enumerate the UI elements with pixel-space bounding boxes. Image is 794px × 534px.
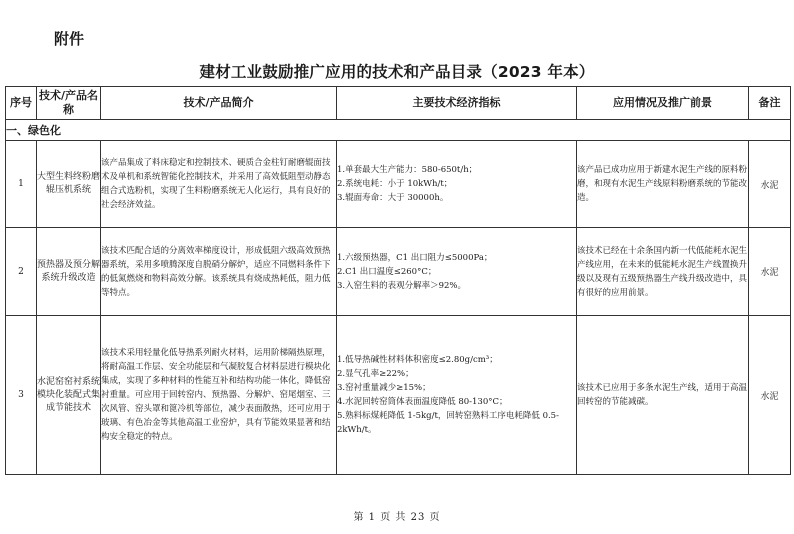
table-header-row [6, 87, 791, 120]
header-seq: 序号 [6, 87, 37, 120]
header-application: 应用情况及推广前景 [577, 87, 749, 120]
indicator-item: 4.水泥回转窑筒体表面温度降低 80-130°C； [337, 397, 508, 407]
indicator-item: 3.入窑生料的表观分解率＞92%。 [337, 280, 467, 291]
indicator-item: 1.低导热碱性材料体积密度≤2.80g/cm³； [337, 355, 498, 365]
header-name: 技术/产品名称 [37, 87, 101, 120]
table-row [6, 141, 791, 228]
row-name: 大型生料终粉磨辊压机系统 [37, 141, 101, 228]
row-indicators [337, 228, 577, 316]
header-remarks: 备注 [749, 87, 791, 120]
header-intro: 技术/产品简介 [101, 87, 337, 120]
row-indicators [337, 316, 577, 475]
indicator-item: 2.显气孔率≥22%； [337, 369, 414, 379]
row-intro: 该技术采用轻量化低导热系列耐火材料，运用阶梯隔热原理，将耐高温工作层、安全功能层和气凝胶复合材料层进行模块化集成，实现了多种材料的性能互补和结构功能一体化，降低窑衬重量。可应用于回转窑内、预热器、分解炉、窑尾烟室、三次风管、窑头罩和篦冷机等部位，减少表面散热，还可应用于玻璃、有色冶金等其他高温工业窑炉，具有节能效果显著和结构安全稳定的特点。 [101, 316, 337, 475]
indicator-item: 3.窑衬重量减少≥15%； [337, 383, 431, 393]
indicator-item: 2.系统电耗：小于 10kWh/t； [337, 179, 453, 189]
row-seq: 3 [6, 316, 37, 475]
row-intro: 该技术匹配合适的分离效率梯度设计，形成低阻六级高效预热器系统，采用多喷腾深度自脱硝分解炉，适应不同燃料条件下的低氮燃烧和物料高效分解。该系统具有烧成热耗低，阻力低等特点。 [101, 228, 337, 316]
section-row [6, 120, 791, 141]
row-name: 水泥窑窑衬系统模块化装配式集成节能技术 [37, 316, 101, 475]
row-remarks: 水泥 [749, 141, 791, 228]
row-intro: 该产品集成了料床稳定和控制技术、硬质合金柱钉耐磨辊面技术及单机和系统智能化控制技术，并采用了高效低阻型动静态组合式选粉机，实现了生料粉磨系统无人化运行，具有良好的社会经济效益。 [101, 141, 337, 228]
row-application: 该技术已经在十余条国内新一代低能耗水泥生产线应用，在未来的低能耗水泥生产线置换升级以及现有五级预热器生产线升级改造中，具有很好的应用前景。 [577, 228, 749, 316]
indicator-item: 1.单套最大生产能力：580-650t/h； [337, 165, 478, 175]
row-seq: 1 [6, 141, 37, 228]
row-remarks: 水泥 [749, 316, 791, 475]
table-row [6, 316, 791, 475]
row-name: 预热器及预分解系统升级改造 [37, 228, 101, 316]
indicator-item: 3.辊面寿命：大于 30000h。 [337, 193, 449, 203]
page-title: 建材工业鼓励推广应用的技术和产品目录（2023 年本） [199, 63, 595, 81]
row-indicators [337, 141, 577, 228]
indicator-item: 5.熟料标煤耗降低 1-5kg/t，回转窑熟料工序电耗降低 0.5-2kWh/t。 [337, 411, 559, 435]
indicator-item: 2.C1 出口温度≤260°C； [337, 266, 437, 277]
row-remarks: 水泥 [749, 228, 791, 316]
catalog-table [5, 86, 791, 475]
section-title: 一、绿色化 [6, 120, 791, 141]
row-seq: 2 [6, 228, 37, 316]
row-application: 该产品已成功应用于新建水泥生产线的原料粉磨，和现有水泥生产线原料粉磨系统的节能改造。 [577, 141, 749, 228]
page-number: 第 1 页 共 23 页 [353, 512, 441, 523]
header-indicators: 主要技术经济指标 [337, 87, 577, 120]
indicator-item: 1.六级预热器，C1 出口阻力≤5000Pa； [337, 252, 493, 263]
table-row [6, 228, 791, 316]
row-application: 该技术已应用于多条水泥生产线，适用于高温回转窑的节能减碳。 [577, 316, 749, 475]
attachment-label: 附件 [54, 30, 85, 48]
